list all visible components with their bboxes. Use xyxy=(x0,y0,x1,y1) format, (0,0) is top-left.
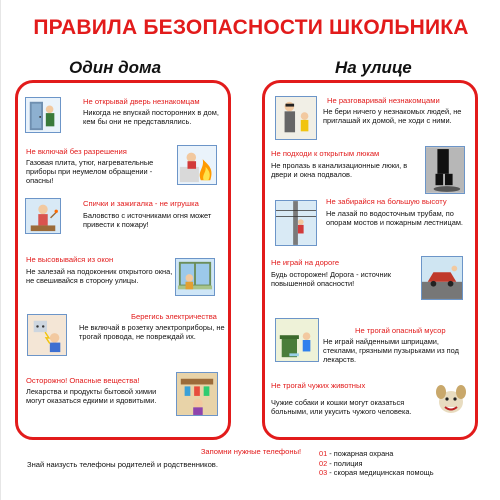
rule-animals xyxy=(271,381,431,416)
rule-heading: Не трогай чужих животных xyxy=(271,381,366,390)
rule-heading: Не играй на дороге xyxy=(271,258,340,267)
phone-number: 02 xyxy=(319,458,328,468)
phone-label: - скорая медицинская помощь xyxy=(327,468,434,477)
rule-window xyxy=(26,255,174,285)
rule-text: Будь осторожен! Дорога - источник повышенной опасности! xyxy=(271,270,391,288)
phone-label: - полиция xyxy=(327,458,363,468)
rule-text: Баловство с источниками огня может привести к пожару! xyxy=(83,211,212,229)
footer-heading: Запомни нужные телефоны! xyxy=(200,447,302,456)
open-manhole-icon xyxy=(425,146,465,194)
rule-do-not-open-door xyxy=(83,97,228,126)
phone-number: 01 xyxy=(319,449,328,458)
page-title: ПРАВИЛА БЕЗОПАСНОСТИ ШКОЛЬНИКА xyxy=(33,16,469,39)
rule-heading: Не подходи к открытым люкам xyxy=(271,149,380,158)
rule-heading: Осторожно! Опасные вещества! xyxy=(26,376,140,385)
rule-text: Не лазай по водосточным трубам, по опорам мостов и пожарным лестницам. xyxy=(326,209,463,227)
road-car-icon xyxy=(421,256,463,300)
rule-heights xyxy=(326,197,474,227)
right-column-title: На улице xyxy=(335,58,412,77)
rule-heading: Не трогай опасный мусор xyxy=(355,326,446,335)
rule-chemicals xyxy=(26,376,176,405)
door-stranger-icon xyxy=(25,97,61,133)
rule-text: Газовая плита, утюг, нагревательные приборы при неумелом обращении - опасны! xyxy=(26,158,154,185)
dog-icon xyxy=(427,376,471,420)
rule-text: Не бери ничего у незнакомых людей, не приглашай их домой, не ходи с ними. xyxy=(323,107,462,125)
electric-socket-icon xyxy=(27,314,67,356)
matches-icon xyxy=(25,198,61,234)
rule-strangers xyxy=(323,96,473,125)
rule-garbage xyxy=(323,326,473,364)
rule-text: Лекарства и продукты бытовой химии могут оказаться едкими и ядовитыми. xyxy=(26,387,157,405)
rule-heading: Берегись электричества xyxy=(131,312,217,321)
rule-heading: Не высовывайся из окон xyxy=(26,255,114,264)
phone-item xyxy=(319,449,434,459)
chemicals-icon xyxy=(176,372,218,416)
stranger-talk-icon xyxy=(275,96,317,140)
phone-item xyxy=(319,468,434,478)
rule-text: Никогда не впускай посторонних в дом, кем бы они не представлялись. xyxy=(83,108,219,126)
rule-road xyxy=(271,258,421,288)
rule-text: Не включай в розетку электроприборы, не трогай провода, не повреждай их. xyxy=(79,323,225,341)
rule-electricity xyxy=(79,312,229,341)
rule-matches-not-toy xyxy=(83,199,223,229)
rule-heading: Спички и зажигалка - не игрушка xyxy=(83,199,199,208)
garbage-icon xyxy=(275,318,319,362)
rule-heading: Не забирайся на большую высоту xyxy=(326,197,447,206)
rule-text: Не залезай на подоконник открытого окна, не свешивайся в сторону улицы. xyxy=(26,267,173,285)
rule-no-switching-on xyxy=(26,147,176,185)
climbing-pole-icon xyxy=(275,200,317,246)
window-icon xyxy=(175,258,215,296)
rule-text: Чужие собаки и кошки могут оказаться больными, или укусить чужого человека. xyxy=(271,398,412,416)
phone-label: - пожарная охрана xyxy=(327,449,394,458)
rule-text: Не пролазь в канализационные люки, в двери и окна подвалов. xyxy=(271,161,408,179)
rule-heading: Не разговаривай незнакомцами xyxy=(327,96,440,105)
rule-heading: Не включай без разрешения xyxy=(26,147,127,156)
phone-item xyxy=(319,459,434,469)
rule-heading: Не открывай дверь незнакомцам xyxy=(83,97,200,106)
stove-fire-icon xyxy=(177,145,217,185)
phone-number: 03 xyxy=(319,468,328,477)
footer-note: Знай наизусть телефоны родителей и родственников. xyxy=(27,460,218,469)
rule-manholes xyxy=(271,149,423,179)
left-column-title: Один дома xyxy=(69,58,162,77)
phone-list xyxy=(319,449,434,478)
rule-text: Не играй найденными шприцами, стеклами, грязными пузырьками из под лекарств. xyxy=(323,337,459,364)
